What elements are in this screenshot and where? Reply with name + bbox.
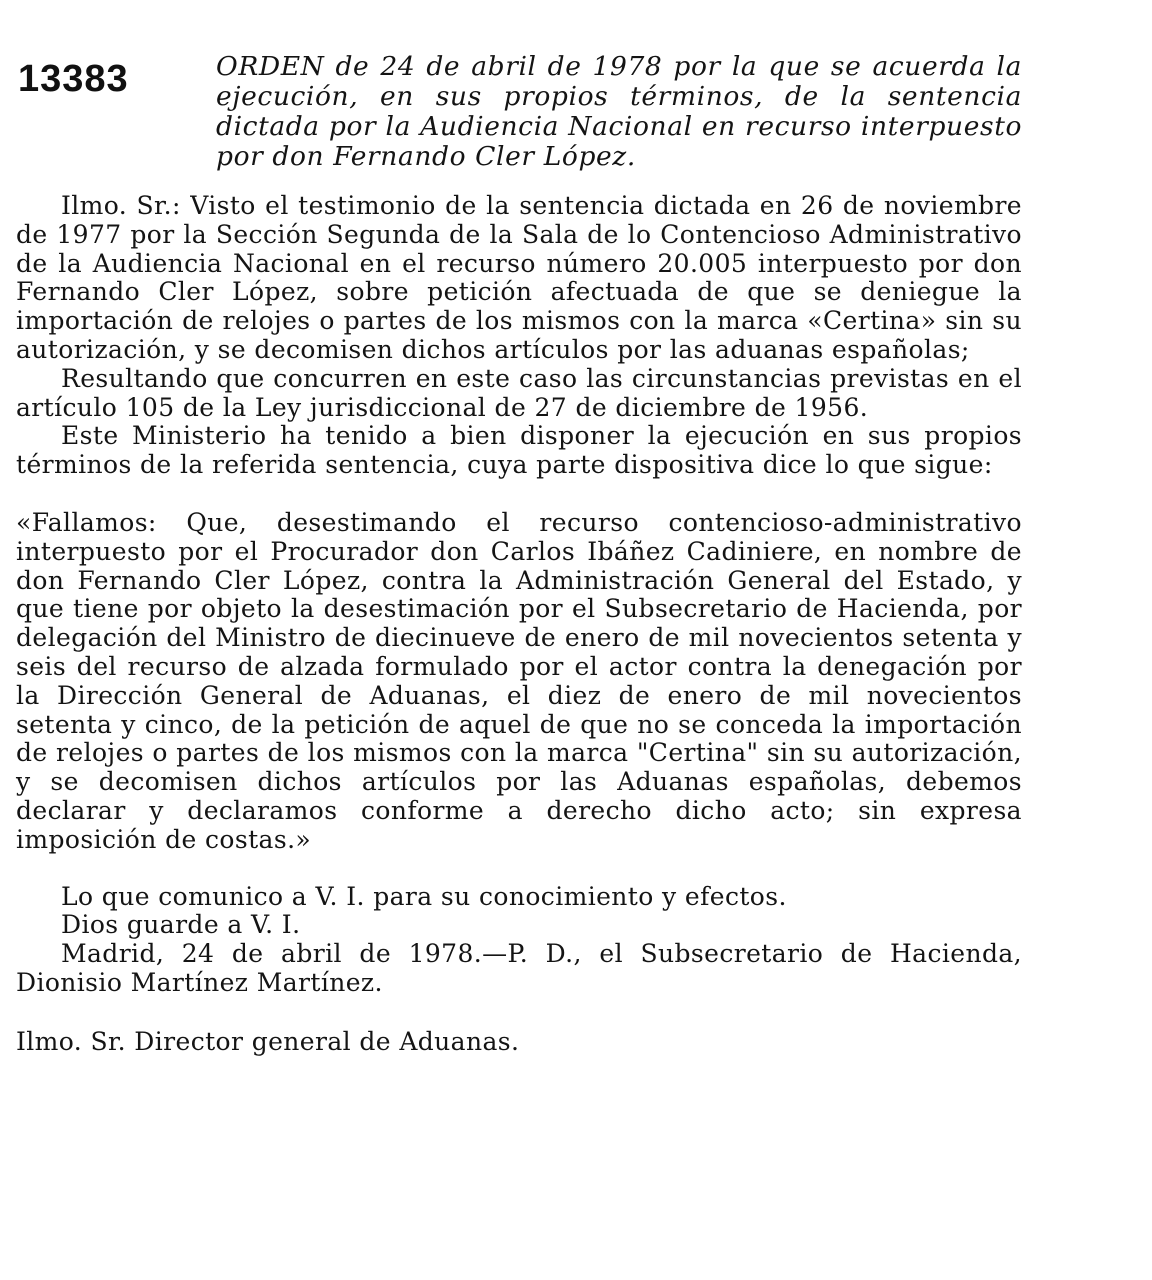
signature: Madrid, 24 de abril de 1978.—P. D., el Subsecretario de Hacienda, Dionisio Martínez Martínez. (16, 939, 1022, 997)
closing-line: Lo que comunico a V. I. para su conocimiento y efectos. (61, 881, 787, 911)
order-number: 13383 (18, 58, 129, 100)
order-header (16, 52, 1022, 192)
ruling-quote: «Fallamos: Que, desestimando el recurso contencioso-administrativo interpuesto por el Procurador don Carlos Ibáñez Cadiniere, en nombre de don Fernando Cler López, contra la Administración General del Estado, y que tiene por objeto la desestimación por el Subsecretario de Hacienda, por delegación del Ministro de diecinueve de enero de mil novecientos setenta y seis del recurso de alzada formulado por el actor contra la denegación por la Dirección General de Aduanas, el diez de enero de mil novecientos setenta y cinco, de la petición de aquel de que no se conceda la importación de relojes o partes de los mismos con la marca "Certina" sin su autorización, y se decomisen dichos artículos por las Aduanas españolas, debemos declarar y declaramos conforme a derecho dicho acto; sin expresa imposición de costas.» (16, 507, 1022, 854)
order-body (16, 192, 1022, 1057)
paragraph-visto: Ilmo. Sr.: Visto el testimonio de la sentencia dictada en 26 de noviembre de 1977 por la Sección Segunda de la Sala de lo Contencioso Administrativo de la Audiencia Nacional en el recurso número 20.005 interpuesto por don Fernando Cler López, sobre petición afectuada de que se deniegue la importación de relojes o partes de los mismos con la marca «Certina» sin su autorización, y se decomisen dichos artículos por las aduanas españolas; (16, 191, 1022, 364)
addressee: Ilmo. Sr. Director general de Aduanas. (16, 1026, 520, 1056)
closing-greeting: Dios guarde a V. I. (61, 910, 301, 940)
document-page (16, 52, 1022, 1057)
paragraph-ministerio: Este Ministerio ha tenido a bien disponer la ejecución en sus propios términos de la referida sentencia, cuya parte dispositiva dice lo que sigue: (16, 421, 1022, 480)
order-title: ORDEN de 24 de abril de 1978 por la que se acuerda la ejecución, en sus propios términos, de la sentencia dictada por la Audiencia Nacional en recurso interpuesto por don Fernando Cler López. (216, 51, 1022, 172)
paragraph-resultando: Resultando que concurren en este caso las circunstancias previstas en el artículo 105 de la Ley jurisdiccional de 27 de diciembre de 1956. (16, 363, 1022, 422)
